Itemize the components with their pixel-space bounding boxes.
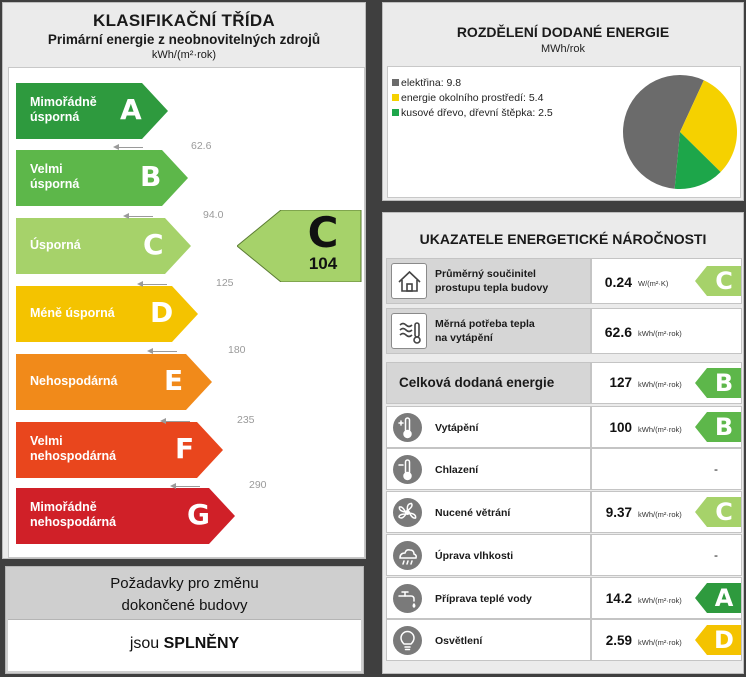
indicator-label: Vytápění [435,422,479,434]
indicator-icon-box [391,263,427,299]
class-scale [8,67,365,558]
distribution-legend [392,75,553,120]
threshold-arrowhead [113,144,119,150]
requirements-result-status: SPLNĚNY [163,635,240,652]
class-badge [695,266,741,296]
class-badge-letter: B [714,369,734,397]
class-label [30,306,115,321]
class-letter: B [140,160,162,193]
class-a-arrow [16,83,168,139]
indicator-value: 100 [609,420,632,435]
legend-swatch [392,79,399,86]
legend-entry [392,75,553,90]
indicator-value: 2.59 [605,633,632,648]
threshold-line [164,421,190,422]
indicators-title: UKAZATELE ENERGETICKÉ NÁROČNOSTI [419,231,707,247]
current-class-indicator [237,210,362,282]
class-label-line: úsporná [30,177,80,191]
distribution-unit: MWh/rok [541,43,585,55]
class-badge-letter: B [714,413,734,441]
indicator-label-line: Průměrný součinitel [435,268,536,280]
total-energy-row [386,362,591,404]
class-label-line: Úsporná [30,238,81,252]
indicator-value: 62.6 [604,324,632,340]
threshold-arrowhead [123,213,129,219]
distribution-pie-chart [614,67,744,197]
legend-swatch [392,94,399,101]
indicator-icon-circle [393,413,422,442]
class-letter: A [120,93,142,126]
total-energy-label: Celková dodaná energie [399,375,555,390]
threshold-value: 290 [249,479,267,491]
indicator-icon-circle [393,455,422,484]
class-b-arrow [16,150,188,206]
house-icon [395,267,424,296]
class-label [30,434,116,464]
indicator-value-cell [591,308,742,354]
indicator-unit: W/(m²·K) [638,279,669,288]
indicator-unit: kWh/(m²·rok) [638,425,682,434]
distribution-title: ROZDĚLENÍ DODANÉ ENERGIE [456,24,670,40]
indicator-value: 0.24 [604,274,632,290]
threshold-value: 62.6 [191,140,212,152]
requirements-result [8,619,361,671]
class-badge-letter: A [714,584,734,612]
threshold-arrowhead [137,281,143,287]
class-badge-letter: C [715,498,733,526]
class-label-line: Velmi [30,434,63,448]
distribution-chart-area [387,66,741,198]
class-d-arrow [16,286,198,342]
threshold-arrowhead [147,348,153,354]
indicator-row [386,577,591,619]
class-label [30,162,79,192]
threshold-value: 94.0 [203,209,224,221]
class-label-line: Méně úsporná [30,306,115,320]
classification-title: KLASIFIKAČNÍ TŘÍDA [93,11,275,30]
thermometer-hot-icon [393,413,422,442]
threshold-arrowhead [170,483,176,489]
indicator-value-cell [591,534,742,576]
bulb-icon [393,626,422,655]
class-letter: E [164,364,184,397]
indicator-row [386,258,591,304]
indicator-row [386,448,591,490]
legend-label: kusové dřevo, dřevní štěpka: 2.5 [401,106,553,119]
threshold-line [174,486,200,487]
class-c-arrow [16,218,191,274]
indicator-row [386,491,591,533]
indicator-unit: kWh/(m²·rok) [638,638,682,647]
indicator-icon-circle [393,541,422,570]
threshold-line [127,216,153,217]
class-g-arrow [16,488,235,544]
current-class-letter: C [307,208,339,257]
requirements-line2: dokončené budovy [121,597,248,614]
threshold-line [117,147,143,148]
threshold-value: 235 [237,414,255,426]
class-badge [695,368,741,398]
total-energy-unit: kWh/(m²·rok) [638,380,682,389]
class-label-line: nehospodárná [30,449,117,463]
class-letter: F [175,432,195,465]
requirements-result-prefix: jsou [129,635,164,652]
indicator-row [386,534,591,576]
threshold-value: 180 [228,344,246,356]
current-class-value: 104 [308,254,338,273]
legend-entry [392,105,553,120]
class-label-line: Mimořádně [30,95,97,109]
class-e-arrow [16,354,212,410]
indicator-icon-box [391,313,427,349]
indicator-unit: kWh/(m²·rok) [638,329,682,338]
indicator-icon-circle [393,626,422,655]
class-label-line: nehospodárná [30,515,117,529]
total-energy-value: 127 [609,375,632,390]
threshold-arrowhead [160,418,166,424]
indicator-icon-circle [393,584,422,613]
legend-swatch [392,109,399,116]
indicator-label: Příprava teplé vody [435,593,532,605]
class-letter: D [150,296,174,329]
distribution-panel [382,2,744,201]
threshold-line [141,284,167,285]
legend-entry [392,90,553,105]
class-label [30,500,116,530]
class-f-arrow [16,422,223,478]
indicator-value: 14.2 [605,591,632,606]
class-label [30,238,81,253]
class-badge [695,412,741,442]
class-label-line: Velmi [30,162,63,176]
threshold-value: 125 [216,277,234,289]
indicator-label: Úprava vlhkosti [435,550,514,562]
class-label-line: úsporná [30,110,80,124]
class-letter: G [187,498,210,531]
thermometer-cold-icon [393,455,422,484]
indicator-unit: kWh/(m²·rok) [638,510,682,519]
indicator-label [435,267,548,295]
indicator-label: Chlazení [435,464,479,476]
humidity-icon [393,541,422,570]
indicator-label [435,317,535,345]
class-badge-letter: C [715,267,733,295]
requirements-line1: Požadavky pro změnu [110,575,259,592]
class-badge-letter: D [714,626,734,654]
class-letter: C [143,228,164,261]
class-label-line: Mimořádně [30,500,97,514]
indicator-value: 9.37 [605,505,632,520]
indicator-row [386,308,591,354]
indicator-label: Osvětlení [435,635,483,647]
class-badge [695,625,741,655]
requirements-panel [5,566,364,674]
indicator-unit: kWh/(m²·rok) [638,596,682,605]
class-badge [695,583,741,613]
indicator-row [386,619,591,661]
faucet-icon [393,584,422,613]
indicator-label-line: Měrná potřeba tepla [435,318,535,330]
legend-label: elektřina: 9.8 [401,76,462,89]
indicator-icon-circle [393,498,422,527]
classification-panel [2,2,366,559]
indicator-label-line: prostupu tepla budovy [435,282,549,294]
class-label [30,95,97,125]
indicator-value-cell [591,448,742,490]
class-badge [695,497,741,527]
indicator-value: - [714,548,718,562]
indicator-row [386,406,591,448]
classification-unit: kWh/(m²·rok) [151,49,217,61]
class-label-line: Nehospodárná [30,374,118,388]
indicator-label-line: na vytápění [435,332,493,344]
indicator-label: Nucené větrání [435,507,511,519]
threshold-line [151,351,177,352]
heat-tank-icon [395,317,424,346]
fan-icon [393,498,422,527]
class-label [30,374,118,389]
legend-label: energie okolního prostředí: 5.4 [401,91,544,104]
indicator-value: - [714,462,718,476]
classification-subtitle: Primární energie z neobnovitelných zdrojů [47,32,321,47]
